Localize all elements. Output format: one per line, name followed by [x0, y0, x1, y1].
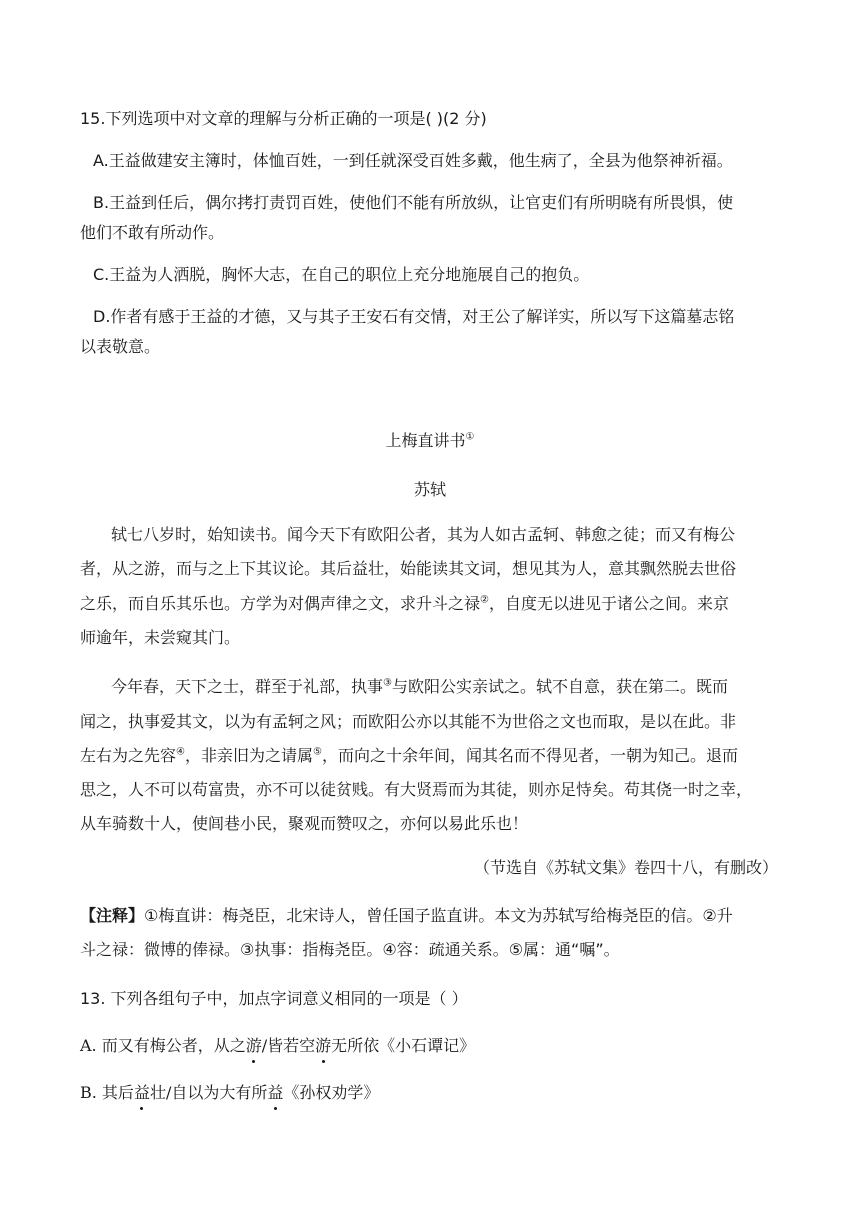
q13-a-post: 无所依《小石谭记》 [331, 1036, 476, 1055]
p2-line3 [80, 744, 800, 768]
q15-option-c: C.王益为人洒脱，胸怀大志，在自己的职位上充分地施展自己的抱负。 [93, 265, 590, 284]
passage-title-text: 上梅直讲书 [385, 431, 466, 450]
notes-line1 [80, 904, 800, 928]
p2-note-3: ③ [383, 677, 392, 689]
notes-line2: 斗之禄：微博的俸禄。③执事：指梅尧臣。④容：疏通关系。⑤属：通“嘱”。 [80, 940, 620, 959]
p1-line3-a: 之乐，而自乐其乐也。方学为对偶声律之文，求升斗之禄 [80, 594, 481, 613]
p2-line3-b: ，非亲旧为之请属 [184, 746, 313, 765]
passage-title [0, 429, 860, 453]
notes-label: 【注释】 [80, 906, 145, 925]
p2-note-5: ⑤ [313, 746, 322, 758]
p2-line5: 从车骑数十人，使闾巷小民，聚观而赞叹之，亦何以易此乐也！ [80, 814, 529, 833]
p2-line4: 思之，人不可以苟富贵，亦不可以徒贫贱。有大贤焉而为其徒，则亦足恃矣。苟其侥一时之幸， [80, 780, 753, 799]
p2-line1-b: 与欧阳公实亲试之。轼不自意，获在第二。既而 [391, 677, 728, 696]
p1-note-2: ② [480, 594, 489, 606]
p1-line3 [80, 592, 800, 616]
q15-option-b-line2: 他们不敢有所动作。 [80, 223, 225, 242]
passage-title-note: ① [465, 431, 475, 443]
q15-option-a: A.王益做建安主簿时，体恤百姓，一到任就深受百姓多戴，他生病了，全县为他祭神祈福。 [93, 151, 733, 170]
q15-option-d-line2: 以表敬意。 [80, 337, 161, 356]
p2-line3-a: 左右为之先容 [80, 746, 177, 765]
q13-a-pre: A. 而又有梅公者，从之 [80, 1036, 246, 1055]
q13-b-post: 《孙权劝学》 [283, 1083, 380, 1102]
p2-line1 [111, 675, 800, 699]
q13-option-a [80, 1034, 800, 1058]
p2-line3-c: ，而向之十余年间，闻其名而不得见者，一朝为知己。退而 [321, 746, 738, 765]
q13-b-pre: B. 其后 [80, 1083, 134, 1102]
p1-line2: 者，从之游，而与之上下其议论。其后益壮，始能读其文词，想见其为人，意其飘然脱去世俗 [80, 559, 737, 578]
p1-line1: 轼七八岁时，始知读书。闻今天下有欧阳公者，其为人如古孟轲、韩愈之徒；而又有梅公 [111, 525, 736, 544]
p1-line4: 师逾年，未尝窥其门。 [80, 628, 241, 647]
q15-stem: 15.下列选项中对文章的理解与分析正确的一项是( )(2 分) [80, 109, 487, 128]
q13-b-dotted-1: 益 [134, 1081, 150, 1105]
notes-line1-text: ①梅直讲：梅尧臣，北宋诗人，曾任国子监直讲。本文为苏轼写给梅尧臣的信。②升 [144, 906, 733, 925]
p2-line2: 闻之，执事爱其文，以为有孟轲之风；而欧阳公亦以其能不为世俗之文也而取，是以在此。非 [80, 712, 737, 731]
passage-source: （节选自《苏轼文集》卷四十八，有删改） [473, 858, 778, 877]
p1-line3-b: ，自度无以进见于诸公之间。来京 [488, 594, 729, 613]
p2-line1-a: 今年春，天下之士，群至于礼部，执事 [111, 677, 384, 696]
q13-a-dotted-1: 游 [246, 1034, 262, 1058]
q15-option-b-line1: B.王益到任后，偶尔拷打责罚百姓，使他们不能有所放纵，让官吏们有所明晓有所畏惧，使 [93, 193, 734, 212]
q13-a-dotted-2: 游 [315, 1034, 331, 1058]
passage-author: 苏轼 [413, 480, 446, 499]
q13-a-mid: /皆若空 [261, 1036, 316, 1055]
q13-stem: 13. 下列各组句子中，加点字词意义相同的一项是（ ） [80, 989, 468, 1008]
q15-option-d-line1: D.作者有感于王益的才德，又与其子王安石有交情，对王公了解详实，所以写下这篇墓志铭 [93, 307, 735, 326]
q13-b-dotted-2: 益 [267, 1081, 283, 1105]
p2-note-4: ④ [176, 746, 185, 758]
q13-b-mid: 壮/自以为大有所 [149, 1083, 268, 1102]
q13-option-b [80, 1081, 800, 1105]
